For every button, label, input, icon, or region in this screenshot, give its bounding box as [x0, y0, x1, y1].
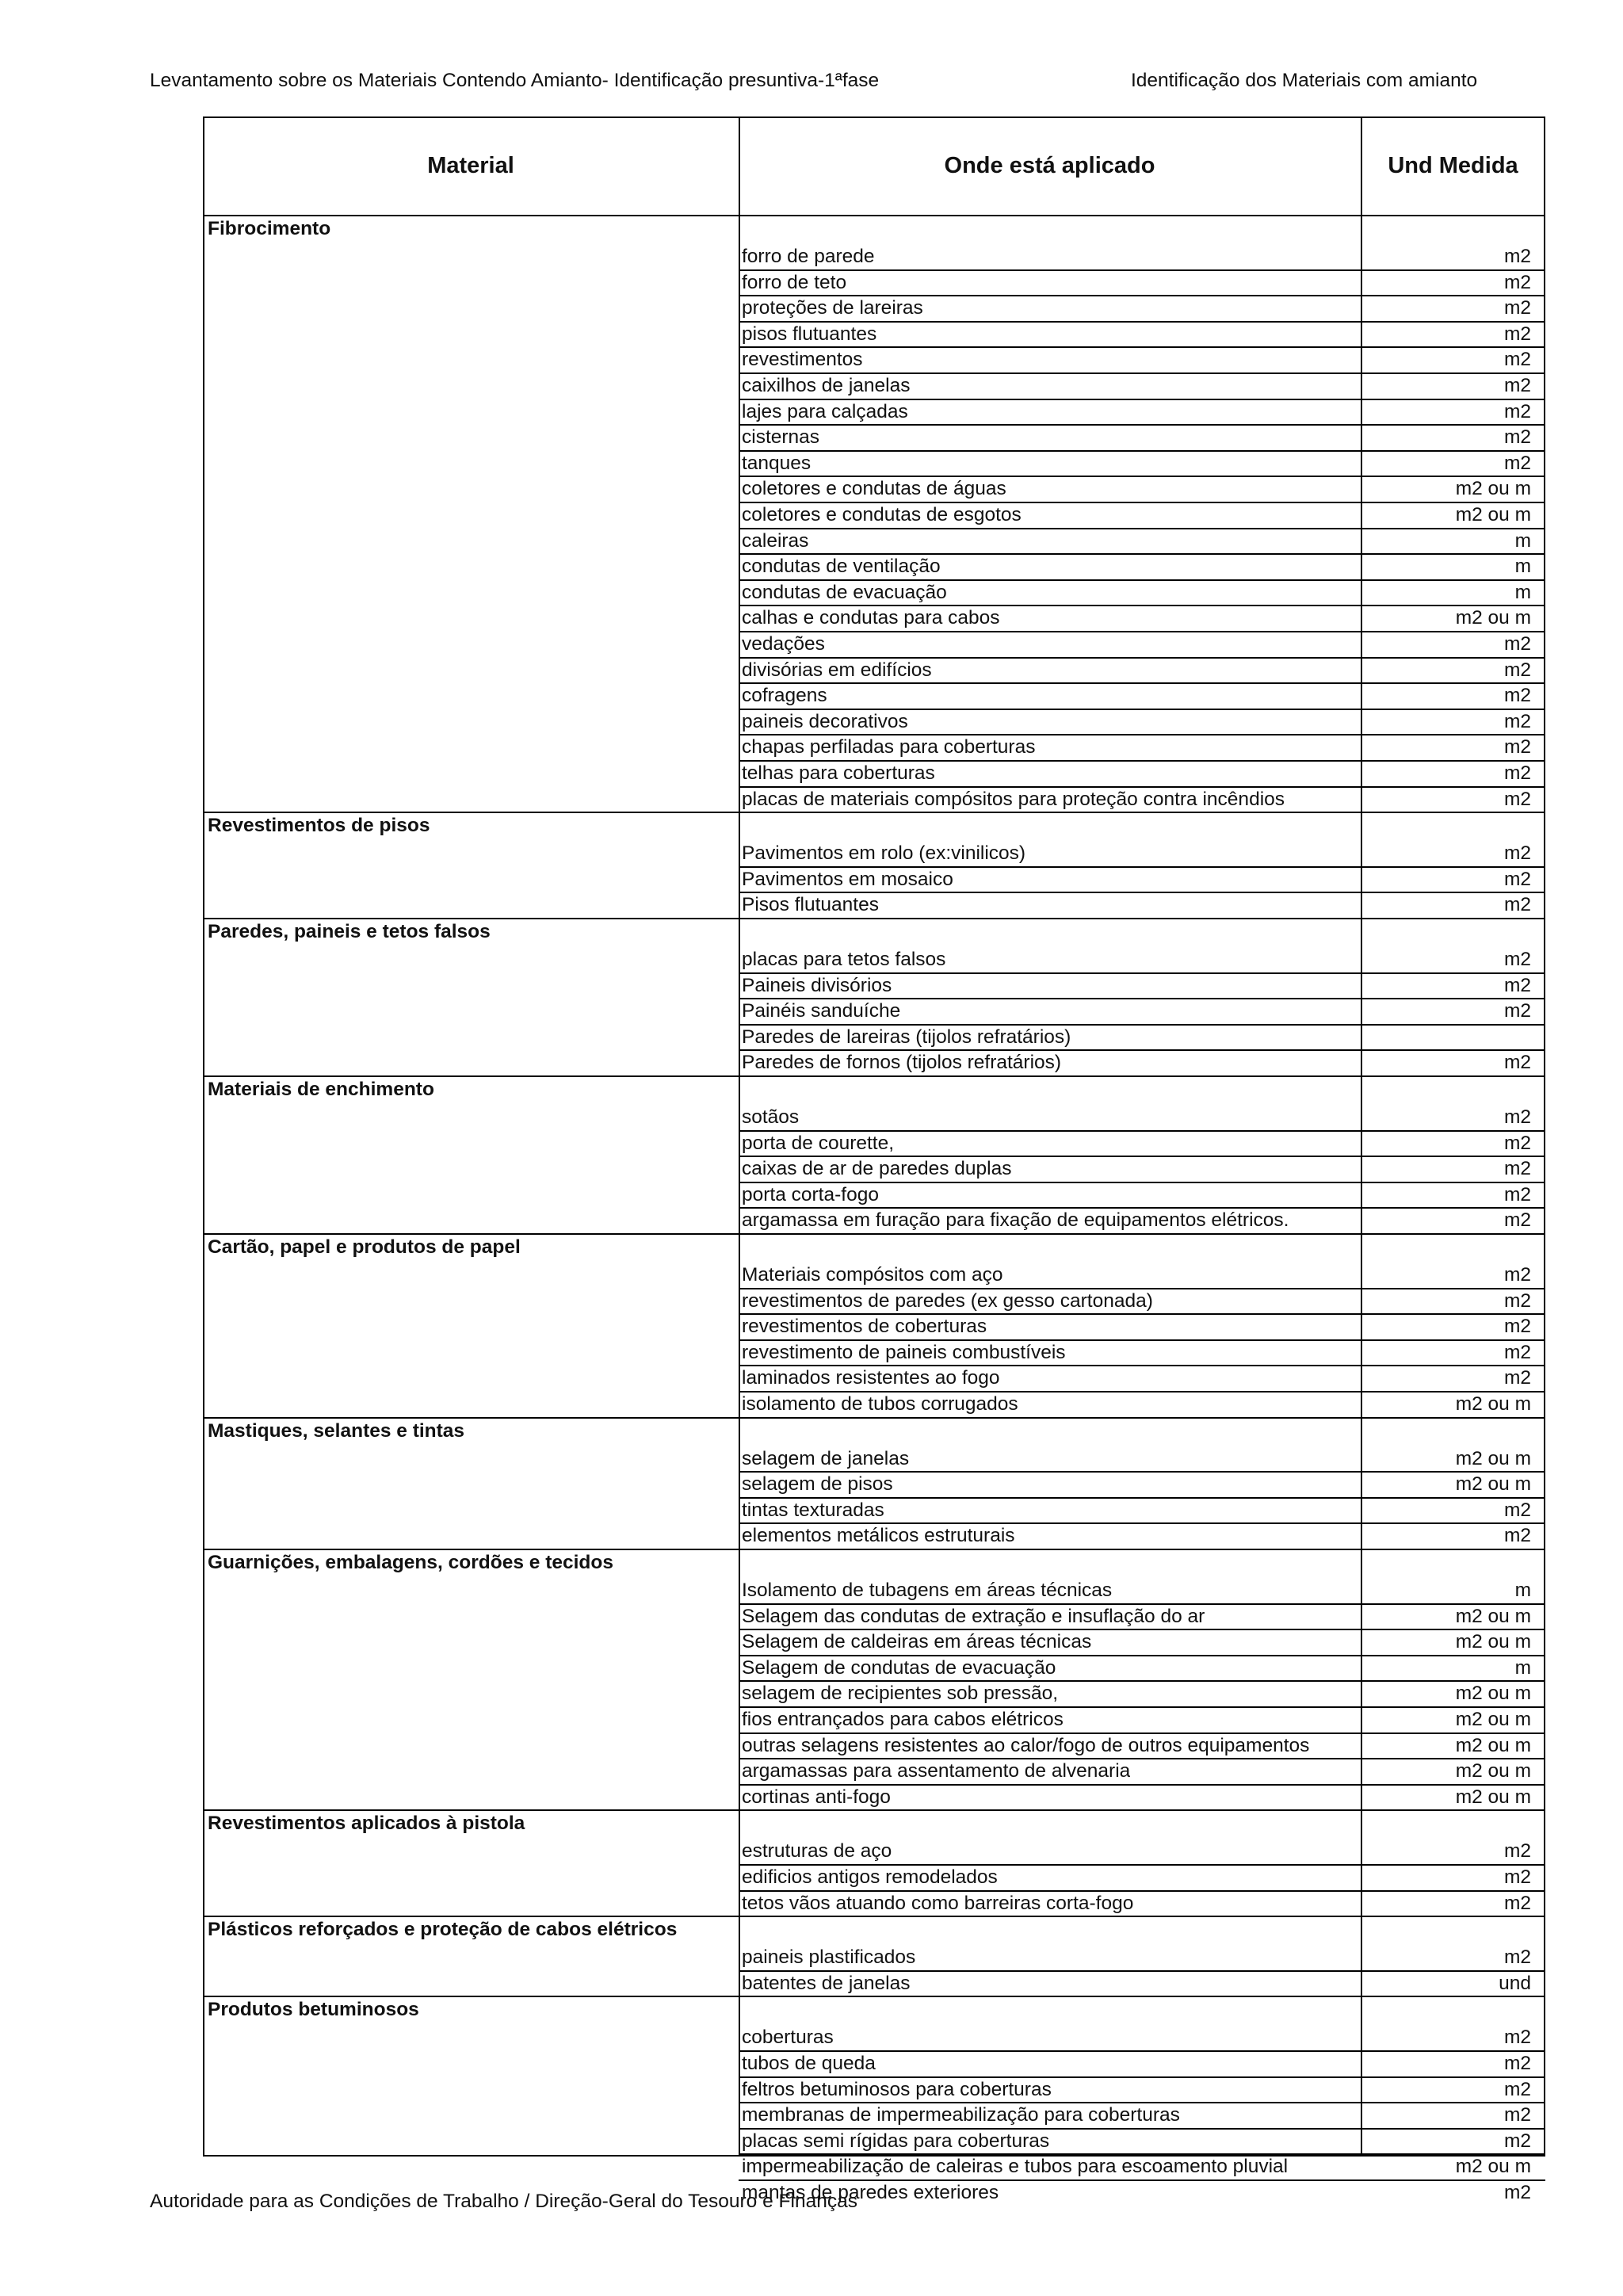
location-cell: Isolamento de tubagens em áreas técnicas — [742, 1580, 1113, 1601]
location-cell: coletores e condutas de águas — [742, 478, 1006, 500]
group-divider — [203, 1075, 1545, 1077]
location-cell: pisos flutuantes — [742, 323, 877, 345]
row-divider — [739, 1471, 1545, 1473]
category-label: Revestimentos aplicados à pistola — [208, 1813, 525, 1835]
location-cell: batentes de janelas — [742, 1972, 911, 1994]
unit-cell: m2 — [1503, 375, 1531, 396]
category-label: Mastiques, selantes e tintas — [208, 1419, 465, 1442]
row-divider — [739, 502, 1545, 503]
location-cell: feltros betuminosos para coberturas — [742, 2078, 1052, 2100]
group-divider — [203, 812, 1545, 813]
unit-cell: m2 — [1503, 2078, 1531, 2100]
row-divider — [739, 631, 1545, 632]
location-cell: telhas para coberturas — [742, 762, 935, 784]
page-header-right: Identificação dos Materiais com amianto — [1131, 70, 1478, 91]
unit-cell: m — [1514, 581, 1531, 603]
location-cell: argamassas para assentamento de alvenaria — [742, 1760, 1131, 1782]
location-cell: selagem de pisos — [742, 1473, 893, 1496]
unit-cell: m2 — [1503, 1052, 1531, 1074]
unit-cell: m2 — [1503, 974, 1531, 996]
unit-cell: m2 ou m — [1455, 1605, 1531, 1627]
location-cell: revestimentos — [742, 349, 863, 371]
unit-cell: m2 — [1503, 2130, 1531, 2152]
row-divider — [739, 1655, 1545, 1656]
row-divider — [739, 528, 1545, 529]
category-label: Cartão, papel e produtos de papel — [208, 1236, 521, 1258]
location-cell: laminados resistentes ao fogo — [742, 1367, 1000, 1389]
unit-cell: und — [1499, 1972, 1531, 1994]
row-divider — [739, 1629, 1545, 1630]
row-divider — [739, 2153, 1545, 2155]
location-cell: tintas texturadas — [742, 1499, 884, 1521]
unit-cell: m2 — [1503, 349, 1531, 371]
unit-cell: m2 ou m — [1455, 1473, 1531, 1496]
location-cell: selagem de janelas — [742, 1447, 910, 1469]
location-cell: elementos metálicos estruturais — [742, 1525, 1015, 1547]
location-cell: vedações — [742, 633, 825, 655]
location-cell: sotãos — [742, 1106, 800, 1128]
row-divider — [739, 1970, 1545, 1972]
row-divider — [739, 1207, 1545, 1209]
row-divider — [739, 346, 1545, 348]
location-cell: Paineis divisórios — [742, 974, 892, 996]
location-cell: paineis decorativos — [742, 710, 908, 732]
row-divider — [739, 734, 1545, 735]
location-cell: revestimento de paineis combustíveis — [742, 1341, 1066, 1363]
location-cell: caixas de ar de paredes duplas — [742, 1158, 1012, 1180]
unit-cell: m2 — [1503, 736, 1531, 758]
category-label: Guarnições, embalagens, cordões e tecidos — [208, 1552, 613, 1573]
column-header-material: Material — [427, 153, 514, 178]
location-cell: fios entrançados para cabos elétricos — [742, 1709, 1064, 1730]
unit-cell: m2 — [1503, 452, 1531, 474]
row-divider — [739, 1864, 1545, 1866]
unit-cell: m2 ou m — [1455, 478, 1531, 500]
row-divider — [739, 1680, 1545, 1682]
group-divider — [203, 1996, 1545, 1997]
unit-cell: m2 — [1503, 2182, 1531, 2203]
row-divider — [739, 553, 1545, 555]
unit-cell: m2 — [1503, 1106, 1531, 1128]
location-cell: Materiais compósitos com aço — [742, 1264, 1003, 1286]
unit-cell: m2 ou m — [1455, 1631, 1531, 1653]
location-cell: placas de materiais compósitos para proteção contra incêndios — [742, 788, 1285, 810]
unit-cell: m2 ou m — [1455, 504, 1531, 525]
location-cell: coletores e condutas de esgotos — [742, 504, 1022, 525]
unit-cell: m2 — [1503, 1264, 1531, 1286]
row-divider — [739, 1784, 1545, 1786]
page-header-left: Levantamento sobre os Materiais Contendo Amianto- Identificação presuntiva-1ªfase — [150, 70, 880, 91]
unit-cell: m2 ou m — [1455, 1683, 1531, 1705]
unit-cell: m2 — [1503, 1866, 1531, 1888]
unit-cell: m2 — [1503, 1840, 1531, 1862]
unit-cell: m2 — [1503, 1525, 1531, 1547]
location-cell: impermeabilização de caleiras e tubos para escoamento pluvial — [742, 2156, 1289, 2178]
location-cell: cisternas — [742, 426, 820, 449]
location-cell: isolamento de tubos corrugados — [742, 1393, 1018, 1415]
location-cell: forro de parede — [742, 246, 875, 267]
column-header-location: Onde está aplicado — [944, 153, 1155, 178]
unit-cell: m2 — [1503, 949, 1531, 970]
unit-cell: m2 — [1503, 710, 1531, 732]
unit-cell: m2 ou m — [1455, 1447, 1531, 1469]
row-divider — [739, 605, 1545, 606]
row-divider — [739, 1706, 1545, 1708]
unit-cell: m2 — [1503, 762, 1531, 784]
category-label: Revestimentos de pisos — [208, 815, 430, 837]
unit-cell: m2 — [1503, 1367, 1531, 1389]
location-cell: cortinas anti-fogo — [742, 1786, 891, 1808]
location-cell: condutas de evacuação — [742, 581, 947, 603]
location-cell: cofragens — [742, 685, 827, 707]
group-divider — [203, 1809, 1545, 1811]
unit-cell: m2 — [1503, 1158, 1531, 1180]
row-divider — [739, 1182, 1545, 1183]
location-cell: lajes para calçadas — [742, 400, 908, 422]
row-divider — [739, 1313, 1545, 1315]
location-cell: Pavimentos em mosaico — [742, 868, 953, 890]
row-divider — [739, 998, 1545, 999]
row-divider — [739, 1497, 1545, 1499]
row-divider — [739, 760, 1545, 762]
page-footer: Autoridade para as Condições de Trabalho / Direção-Geral do Tesouro e Finanças — [150, 2191, 857, 2212]
group-divider — [203, 1417, 1545, 1419]
unit-cell: m2 — [1503, 1000, 1531, 1022]
location-cell: forro de teto — [742, 271, 847, 293]
location-cell: Pavimentos em rolo (ex:vinilicos) — [742, 842, 1026, 865]
unit-cell: m2 — [1503, 400, 1531, 422]
group-divider — [203, 1549, 1545, 1550]
unit-cell: m2 — [1503, 1892, 1531, 1914]
unit-cell: m2 ou m — [1455, 1734, 1531, 1756]
location-cell: tetos vãos atuando como barreiras corta-fogo — [742, 1892, 1134, 1914]
location-cell: edificios antigos remodelados — [742, 1866, 998, 1888]
location-cell: revestimentos de paredes (ex gesso cartonada) — [742, 1289, 1153, 1312]
location-cell: tanques — [742, 452, 812, 474]
row-divider — [739, 1391, 1545, 1392]
unit-cell: m2 — [1503, 1183, 1531, 1205]
location-cell: Selagem de condutas de evacuação — [742, 1656, 1056, 1679]
unit-cell: m2 ou m — [1455, 1393, 1531, 1415]
row-divider — [739, 2050, 1545, 2052]
unit-cell: m2 — [1503, 894, 1531, 916]
location-cell: selagem de recipientes sob pressão, — [742, 1683, 1059, 1705]
row-divider — [739, 1522, 1545, 1524]
unit-cell: m2 — [1503, 868, 1531, 890]
row-divider — [739, 450, 1545, 452]
unit-cell: m2 — [1503, 1289, 1531, 1312]
location-cell: chapas perfiladas para coberturas — [742, 736, 1036, 758]
unit-cell: m2 — [1503, 788, 1531, 810]
location-cell: paineis plastificados — [742, 1946, 916, 1969]
location-cell: estruturas de aço — [742, 1840, 892, 1862]
location-cell: mantas de paredes exteriores — [742, 2182, 999, 2203]
unit-cell: m2 — [1503, 1132, 1531, 1154]
unit-cell: m — [1514, 1656, 1531, 1679]
location-cell: placas semi rígidas para coberturas — [742, 2130, 1050, 2152]
unit-cell: m2 — [1503, 323, 1531, 345]
location-cell: placas para tetos falsos — [742, 949, 946, 970]
row-divider — [739, 295, 1545, 296]
location-cell: argamassa em furação para fixação de equipamentos elétricos. — [742, 1209, 1289, 1232]
location-cell: Selagem de caldeiras em áreas técnicas — [742, 1631, 1092, 1653]
unit-cell: m2 — [1503, 2027, 1531, 2049]
category-label: Plásticos reforçados e proteção de cabos elétricos — [208, 1919, 678, 1941]
unit-cell: m2 — [1503, 297, 1531, 319]
category-label: Fibrocimento — [208, 218, 331, 239]
row-divider — [739, 2179, 1545, 2181]
unit-cell: m2 — [1503, 1209, 1531, 1232]
row-divider — [739, 372, 1545, 374]
row-divider — [739, 579, 1545, 581]
column-divider-material — [739, 117, 740, 2157]
unit-cell: m — [1514, 556, 1531, 578]
unit-cell: m2 ou m — [1455, 1786, 1531, 1808]
location-cell: porta corta-fogo — [742, 1183, 879, 1205]
location-cell: caixilhos de janelas — [742, 375, 911, 396]
location-cell: divisórias em edifícios — [742, 659, 932, 681]
category-label: Paredes, paineis e tetos falsos — [208, 921, 491, 942]
unit-cell: m2 ou m — [1455, 607, 1531, 629]
unit-cell: m — [1514, 1580, 1531, 1601]
unit-cell: m2 — [1503, 842, 1531, 865]
unit-cell: m2 — [1503, 271, 1531, 293]
location-cell: caleiras — [742, 529, 809, 552]
unit-cell: m — [1514, 529, 1531, 552]
location-cell: membranas de impermeabilização para coberturas — [742, 2104, 1180, 2126]
group-divider — [203, 1916, 1545, 1917]
location-cell: Pisos flutuantes — [742, 894, 879, 916]
unit-cell: m2 — [1503, 246, 1531, 267]
unit-cell: m2 — [1503, 426, 1531, 449]
row-divider — [739, 269, 1545, 271]
row-divider — [739, 866, 1545, 868]
category-label: Materiais de enchimento — [208, 1079, 434, 1100]
row-divider — [739, 1049, 1545, 1051]
row-divider — [739, 476, 1545, 477]
row-divider — [739, 2102, 1545, 2103]
row-divider — [739, 709, 1545, 710]
location-cell: condutas de ventilação — [742, 556, 941, 578]
unit-cell: m2 — [1503, 2053, 1531, 2074]
unit-cell: m2 ou m — [1455, 1709, 1531, 1730]
row-divider — [739, 682, 1545, 684]
unit-cell: m2 — [1503, 2104, 1531, 2126]
location-cell: calhas e condutas para cabos — [742, 607, 1000, 629]
unit-cell: m2 — [1503, 1341, 1531, 1363]
unit-cell: m2 ou m — [1455, 1760, 1531, 1782]
unit-cell: m2 — [1503, 1316, 1531, 1338]
column-header-unit: Und Medida — [1388, 153, 1518, 178]
unit-cell: m2 ou m — [1455, 2156, 1531, 2178]
group-divider — [203, 918, 1545, 919]
location-cell: Paredes de lareiras (tijolos refratários) — [742, 1026, 1071, 1048]
row-divider — [739, 892, 1545, 893]
unit-cell: m2 — [1503, 1499, 1531, 1521]
location-cell: outras selagens resistentes ao calor/fogo de outros equipamentos — [742, 1734, 1310, 1756]
location-cell: porta de courette, — [742, 1132, 895, 1154]
header-divider — [203, 215, 1545, 216]
location-cell: coberturas — [742, 2027, 834, 2049]
location-cell: tubos de queda — [742, 2053, 876, 2074]
category-label: Produtos betuminosos — [208, 1999, 419, 2021]
location-cell: revestimentos de coberturas — [742, 1316, 987, 1338]
column-divider-unit — [1361, 117, 1362, 2157]
location-cell: Painéis sanduíche — [742, 1000, 901, 1022]
row-divider — [739, 321, 1545, 323]
location-cell: proteções de lareiras — [742, 297, 923, 319]
row-divider — [739, 424, 1545, 426]
row-divider — [739, 1339, 1545, 1341]
unit-cell: m2 — [1503, 633, 1531, 655]
location-cell: Paredes de fornos (tijolos refratários) — [742, 1052, 1062, 1074]
row-divider — [739, 1156, 1545, 1157]
unit-cell: m2 — [1503, 1946, 1531, 1969]
row-divider — [739, 1024, 1545, 1026]
group-divider — [203, 1233, 1545, 1235]
row-divider — [739, 1365, 1545, 1366]
unit-cell: m2 — [1503, 685, 1531, 707]
row-divider — [739, 1758, 1545, 1759]
unit-cell: m2 — [1503, 659, 1531, 681]
row-divider — [739, 2128, 1545, 2130]
location-cell: Selagem das condutas de extração e insuflação do ar — [742, 1605, 1205, 1627]
